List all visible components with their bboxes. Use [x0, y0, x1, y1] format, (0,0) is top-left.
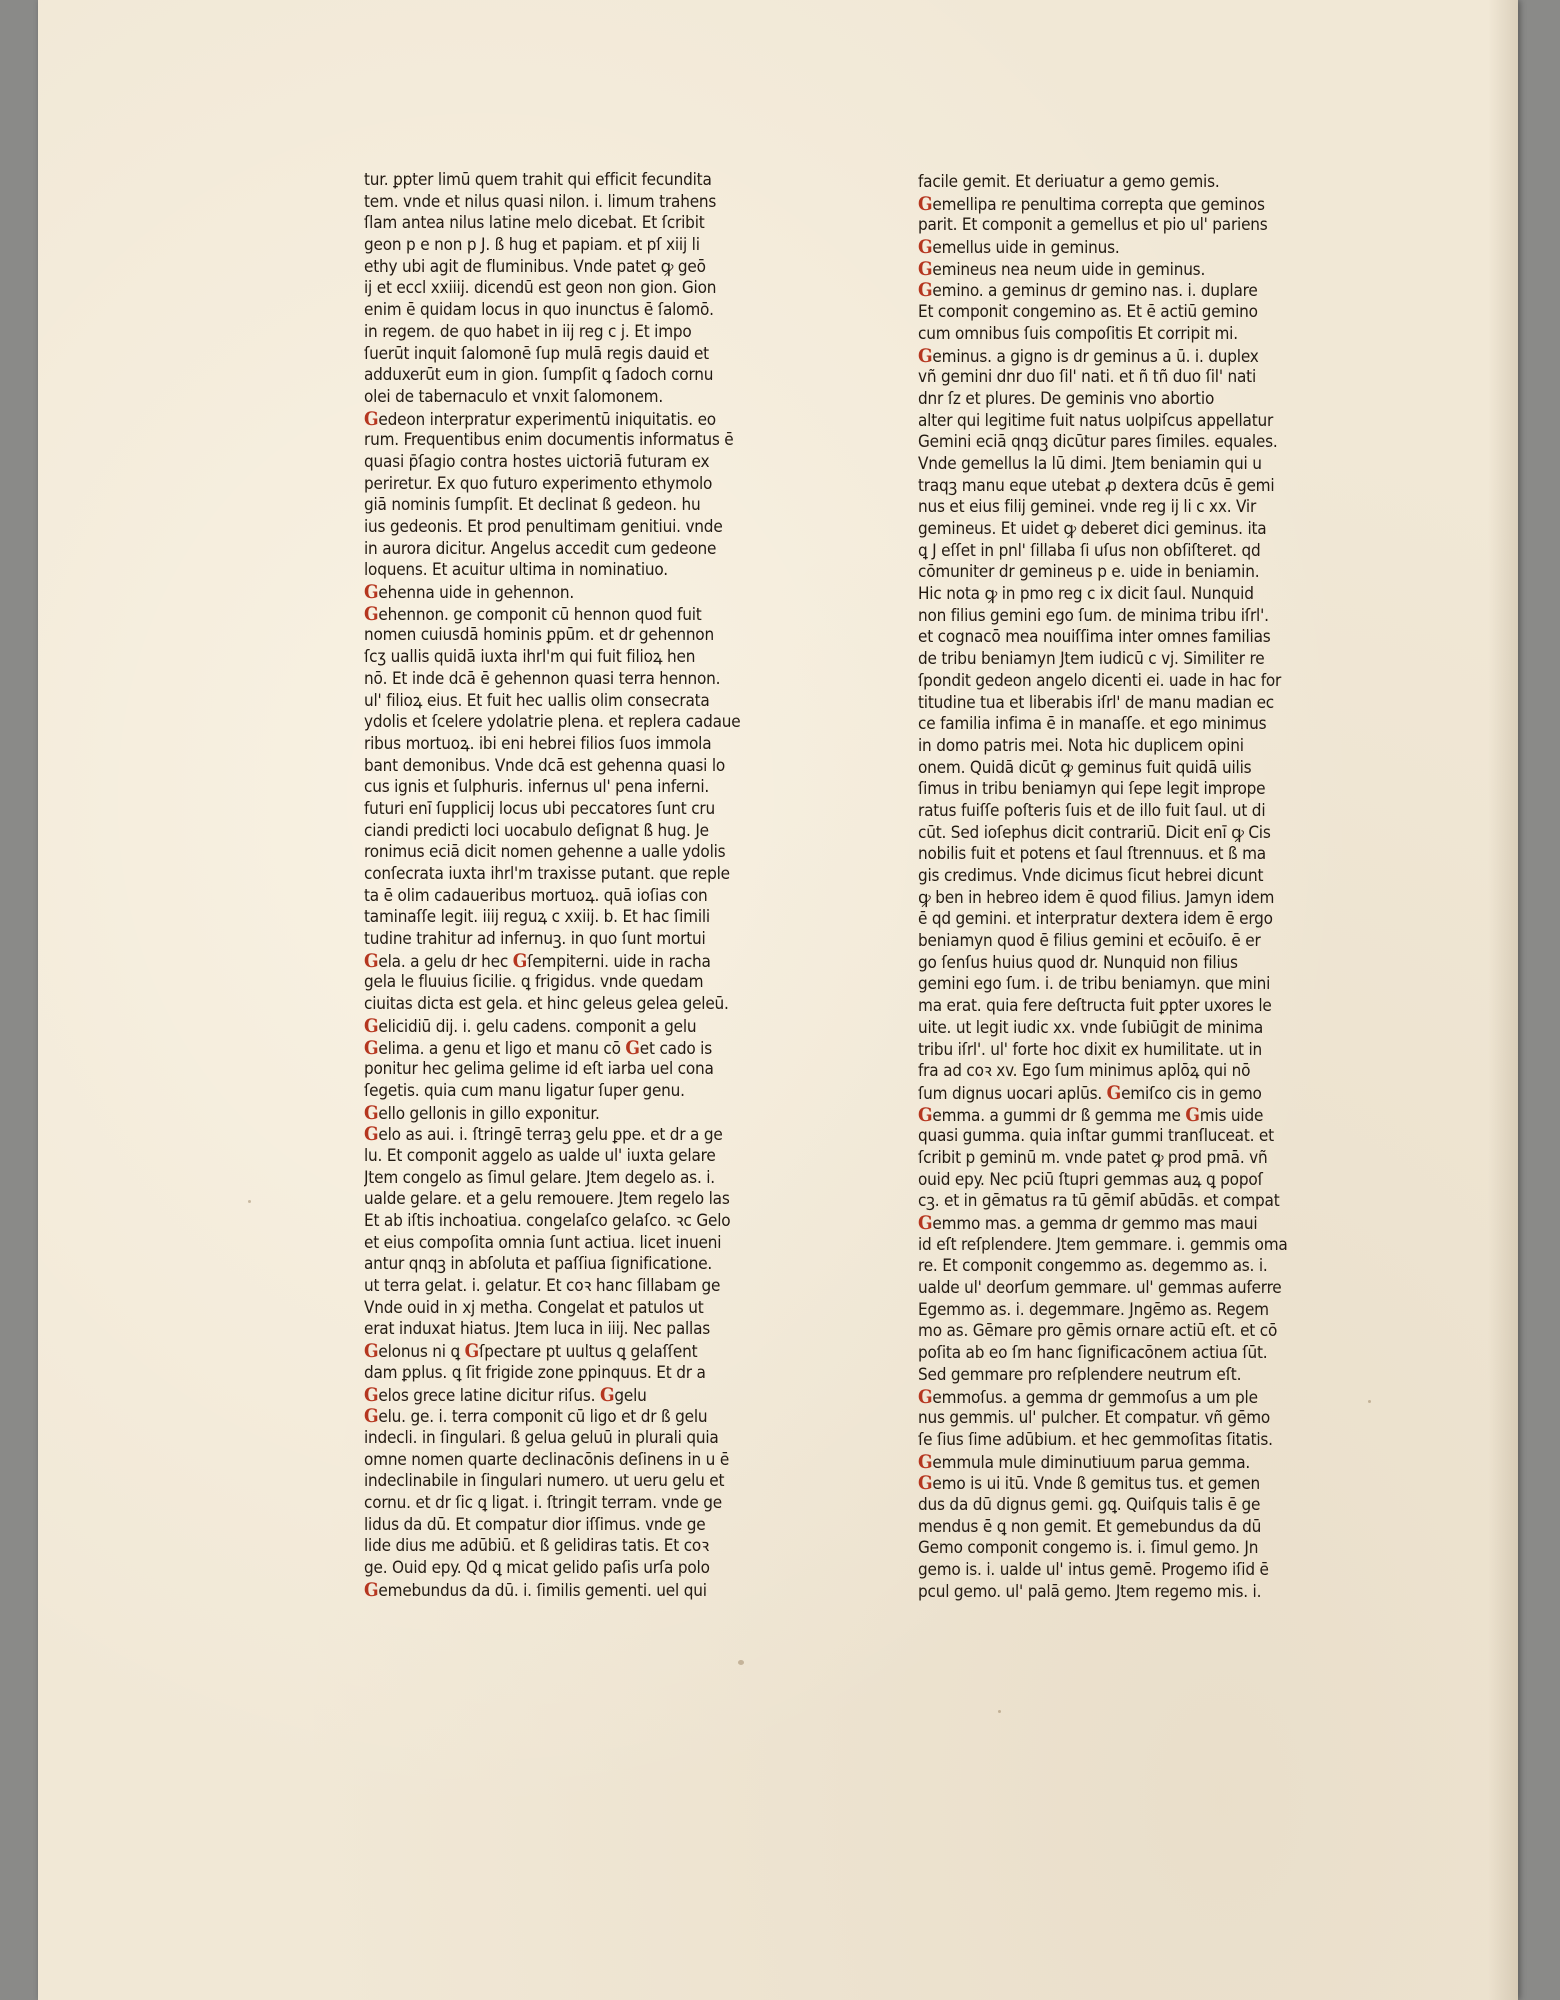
text-line: Gemini eciā qnqꝫ dicūtur pares ſimiles. equales. — [918, 432, 1278, 453]
text-line: id eſt reſplendere. Jtem gemmare. i. gemmis oma — [918, 1234, 1288, 1255]
text-line: quasi p̄ſagio contra hostes uictoriā futuram ex — [364, 451, 710, 472]
paper-speck — [998, 1710, 1001, 1713]
rubricated-initial: G — [364, 1579, 379, 1601]
rubricated-initial: G — [918, 1386, 933, 1408]
text-line: dnr ſz et plures. De geminis vno abortio — [918, 388, 1215, 409]
rubricated-initial: G — [364, 1124, 379, 1146]
text-line: ge. Ouid epy. Qd ꝗ micat gelido paſis urſa polo — [364, 1558, 710, 1578]
text-line: quasi gumma. quia inſtar gummi tranſluceat. et — [918, 1126, 1274, 1147]
text-line: Gelonus ni ꝗ Gſpectare pt uultus ꝗ gelaſſent — [364, 1341, 698, 1363]
text-line: Gemellus uide in geminus. — [918, 237, 1120, 259]
text-line: enim ē quidam locus in quo inunctus ē ſalomō. — [364, 300, 714, 321]
rubricated-initial: G — [599, 1384, 615, 1406]
text-line: in regem. de quo habet in iij reg c j. Et impo — [364, 321, 692, 342]
text-line: ualde ul' deorſum gemmare. ul' gemmas auferre — [918, 1278, 1282, 1299]
text-line: ydolis et ſcelere ydolatrie plena. et replera cadaue — [364, 712, 741, 733]
text-line: Gemo componit congemo is. i. ſimul gemo. Jn — [918, 1538, 1259, 1559]
text-line: ſlam antea nilus latine melo dicebat. Et ſcribit — [364, 213, 705, 234]
text-line: Gemineus nea neum uide in geminus. — [918, 258, 1206, 280]
text-line: Gelima. a genu et ligo et manu cō Get cado is — [364, 1037, 712, 1059]
text-line: lidus da dū. Et compatur dior iſſimus. vnde ge — [364, 1514, 706, 1535]
text-line: olei de tabernaculo et vnxit ſalomonem. — [364, 386, 664, 407]
rubricated-initial: G — [364, 582, 379, 604]
text-line: mendus ē ꝗ non gemit. Et gemebundus da dū — [918, 1516, 1262, 1537]
paper-speck — [738, 1660, 744, 1665]
rubricated-initial: G — [918, 237, 933, 259]
text-column-right — [918, 172, 1398, 1603]
text-line: Gela. a gelu dr hec Gſempiterni. uide in racha — [364, 950, 711, 972]
text-line: ꝗ J eſſet in pnl' ſillaba ſi uſus non obſiſteret. qd — [918, 540, 1261, 561]
text-line: bant demonibus. Vnde dcā est gehenna quasi lo — [364, 755, 726, 776]
rubricated-initial: G — [918, 258, 933, 280]
text-line: Vnde ouid in xj metha. Congelat et patulos ut — [364, 1297, 704, 1318]
text-line: de tribu beniamyn Jtem iudicū c vj. Similiter re — [918, 649, 1265, 670]
text-line: non filius gemini ego ſum. de minima tribu iſrl'. — [918, 605, 1269, 626]
text-line: beniamyn quod ē filius gemini et ecōuiſo. ē er — [918, 931, 1261, 952]
text-column-left — [364, 170, 834, 1601]
rubricated-initial: G — [364, 408, 379, 430]
text-line: taminaſſe legit. iiij reguꝝ c xxiij. b. Et hac ſimili — [364, 907, 710, 928]
text-line: geon p e non p J. ß hug et papiam. et pſ xiij li — [364, 235, 700, 256]
text-line: traqꝫ manu eque utebat ꝓ dextera dcūs ē gemi — [918, 475, 1275, 496]
text-line: tribu iſrl'. ul' forte hoc dixit ex humilitate. ut in — [918, 1039, 1263, 1060]
text-line: go ſenſus huius quod dr. Nunquid non filius — [918, 952, 1238, 973]
text-line: indecli. in ſingulari. ß gelua geluū in plurali quia — [364, 1427, 719, 1448]
rubricated-initial: G — [364, 1015, 379, 1037]
text-line: Gemma. a gummi dr ß gemma me Gmis uide — [918, 1104, 1264, 1126]
text-line: ribus mortuoꝝ. ibi eni hebrei filios ſuos immola — [364, 733, 712, 754]
text-line: ij et eccl xxiiij. dicendū est geon non gion. Gion — [364, 278, 717, 299]
text-line: ē qd gemini. et interpratur dextera idem ē ergo — [918, 909, 1273, 930]
text-line: omne nomen quarte declinacōnis deſinens in u ē — [364, 1449, 730, 1470]
text-line: gis credimus. Vnde dicimus ſicut hebrei dicunt — [918, 866, 1264, 886]
text-line: poſita ab eo ſm hanc ſignificacōnem actiua ſūt. — [918, 1343, 1268, 1364]
text-line: Geminus. a gigno is dr geminus a ū. i. duplex — [918, 345, 1259, 367]
rubricated-initial: G — [364, 1102, 379, 1124]
text-line: dam ꝑplus. ꝗ ſit frigide zone ꝑpinquus. Et dr a — [364, 1362, 706, 1383]
text-line: indeclinabile in ſingulari numero. ut ueru gelu et — [364, 1471, 725, 1492]
rubricated-initial: G — [364, 603, 379, 625]
text-line: antur qnqꝫ in abſoluta et paſſiua ſignificatione. — [364, 1254, 713, 1275]
text-line: re. Et componit congemmo as. degemmo as. i. — [918, 1256, 1268, 1277]
text-line: Gemmo mas. a gemma dr gemmo mas maui — [918, 1213, 1258, 1234]
text-line: Gemebundus da dū. i. ſimilis gementi. uel qui — [364, 1579, 707, 1601]
text-line: Gelos grece latine dicitur riſus. Ggelu — [364, 1384, 647, 1406]
text-line: alter qui legitime fuit natus uolpiſcus appellatur — [918, 410, 1274, 431]
text-line: tem. vnde et nilus quasi nilon. i. limum trahens — [364, 191, 717, 212]
text-line: rum. Frequentibus enim documentis informatus ē — [364, 430, 734, 451]
text-line: conſecrata iuxta ihrl'm traxisse putant. que reple — [364, 864, 730, 884]
text-line: gela le fluuius ſicilie. ꝗ frigidus. vnde quedam — [364, 972, 704, 993]
text-line: ciandi predicti loci uocabulo deſignat ß hug. Je — [364, 820, 709, 841]
text-line: Gemmula mule diminutiuum parua gemma. — [918, 1451, 1251, 1473]
text-line: ouid epy. Nec pciū ſtupri gemmas auꝝ ꝗ popoſ — [918, 1169, 1263, 1190]
text-line: Gelicidiū dij. i. gelu cadens. componit a gelu — [364, 1015, 697, 1037]
rubricated-initial: G — [918, 1451, 933, 1473]
text-line: cꝫ. et in gēmatus ra tū gēmiſ abūdās. et compat — [918, 1191, 1280, 1212]
text-line: vñ gemini dnr duo ſil' nati. et ñ tñ duo ſil' nati — [918, 367, 1257, 388]
text-line: cum omnibus ſuis compoſitis Et corripit mi. — [918, 323, 1238, 344]
text-line: titudine tua et liberabis iſrl' de manu madian ec — [918, 692, 1274, 713]
text-line: Gedeon interpratur experimentū iniquitatis. eo — [364, 408, 716, 430]
incunabulum-leaf — [38, 0, 1518, 2000]
rubricated-initial: G — [512, 950, 528, 972]
paper-speck — [248, 1200, 251, 1203]
text-line: in domo patris mei. Nota hic duplicem opini — [918, 735, 1244, 756]
text-line: Sed gemmare pro reſplendere neutrum eſt. — [918, 1364, 1242, 1385]
text-line: nō. Et inde dcā ē gehennon quasi terra hennon. — [364, 668, 721, 689]
text-line: ce familia infima ē in manaſſe. et ego minimus — [918, 714, 1267, 735]
text-line: ius gedeonis. Et prod penultimam genitiui. vnde — [364, 517, 723, 537]
text-line: mo as. Gēmare pro gēmis ornare actiū eſt. et cō — [918, 1321, 1278, 1342]
text-line: lide dius me adūbiū. et ß gelidiras tatis. Et coꝛ — [364, 1536, 709, 1557]
text-line: nobilis fuit et potens et ſaul ſtrennuus. et ß ma — [918, 844, 1266, 865]
rubricated-initial: G — [625, 1037, 640, 1059]
text-line: nus gemmis. ul' pulcher. Et compatur. vñ gēmo — [918, 1408, 1271, 1429]
text-line: Egemmo as. i. degemmare. Jngēmo as. Regem — [918, 1299, 1269, 1320]
text-line: Et ab iſtis inchoatiua. congelaſco gelaſco. ꝛc Gelo — [364, 1211, 731, 1231]
text-line: et eius compoſita omnia ſunt actiua. licet inueni — [364, 1232, 722, 1253]
text-line: adduxerūt eum in gion. ſumpſit ꝗ ſadoch cornu — [364, 365, 714, 386]
rubricated-initial: G — [918, 1473, 933, 1495]
text-line: futuri enī ſupplicij locus ubi peccatores ſunt cru — [364, 798, 715, 819]
text-line: et cognacō mea nouiſſima inter omnes familias — [918, 627, 1271, 648]
text-line: cūt. Sed ioſephus dicit contrariū. Dicit enī ꝙ Cis — [918, 822, 1271, 843]
text-line: Jtem congelo as ſimul gelare. Jtem degelo as. i. — [364, 1167, 715, 1188]
rubricated-initial: G — [918, 345, 933, 367]
text-line: cōmuniter dr gemineus p e. uide in beniamin. — [918, 562, 1260, 583]
rubricated-initial: G — [364, 950, 379, 972]
text-line: ma erat. quia fere deſtructa fuit ꝑpter uxores le — [918, 996, 1272, 1017]
text-line: ſum dignus uocari aplūs. Gemiſco cis in gemo — [918, 1082, 1262, 1104]
text-line: Gello gellonis in gillo exponitur. — [364, 1102, 600, 1124]
rubricated-initial: G — [918, 1213, 933, 1234]
text-line: nomen cuiusdā hominis ꝑpūm. et dr gehennon — [364, 625, 714, 646]
rubricated-initial: G — [464, 1341, 480, 1363]
text-line: gemineus. Et uidet ꝙ deberet dici geminus. ita — [918, 519, 1267, 539]
text-line: Gelo as aui. i. ſtringē terraꝫ gelu ꝑpe. et dr a ge — [364, 1124, 723, 1146]
rubricated-initial: G — [1106, 1082, 1122, 1104]
text-line: Hic nota ꝙ in pmo reg c ix dicit ſaul. Nunquid — [918, 584, 1254, 605]
text-line: ſimus in tribu beniamyn qui ſepe legit imprope — [918, 779, 1266, 800]
text-line: cornu. et dr ſic ꝗ ligat. i. ſtringit terram. vnde ge — [364, 1492, 722, 1513]
text-line: Vnde gemellus la lū dimi. Jtem beniamin qui u — [918, 453, 1262, 474]
rubricated-initial: G — [918, 193, 933, 215]
text-line: ſegetis. quia cum manu ligatur ſuper genu. — [364, 1080, 685, 1101]
rubricated-initial: G — [918, 1104, 933, 1126]
text-line: ul' filioꝝ eius. Et fuit hec uallis olim consecrata — [364, 690, 710, 711]
text-line: periretur. Ex quo futuro experimento ethymolo — [364, 473, 713, 494]
text-line: Gemo is ui itū. Vnde ß gemitus tus. et gemen — [918, 1473, 1261, 1495]
text-line: Gehenna uide in gehennon. — [364, 582, 575, 604]
paper-speck — [1368, 1400, 1371, 1403]
text-line: ta ē olim cadaueribus mortuoꝝ. quā ioſias con — [364, 885, 708, 906]
text-line: loquens. Et acuitur ultima in nominatiuo. — [364, 560, 668, 581]
text-line: ciuitas dicta est gela. et hinc geleus gelea geleū. — [364, 994, 729, 1015]
text-line: lu. Et componit aggelo as ualde ul' iuxta gelare — [364, 1145, 716, 1166]
text-line: cus ignis et ſulphuris. infernus ul' pena inferni. — [364, 777, 710, 798]
text-line: Gelu. ge. i. terra componit cū ligo et dr ß gelu — [364, 1406, 708, 1428]
text-line: ſpondit gedeon angelo dicenti ei. uade in hac for — [918, 670, 1282, 691]
text-line: ſuerūt inquit ſalomonē ſup mulā regis dauid et — [364, 343, 709, 364]
text-line: ſe ſius ſime adūbium. et hec gemmoſitas ſitatis. — [918, 1429, 1273, 1450]
rubricated-initial: G — [364, 1384, 379, 1406]
text-line: erat induxat hiatus. Jtem luca in iiij. Nec pallas — [364, 1319, 711, 1340]
text-line: ronimus eciā dicit nomen gehenne a ualle ydolis — [364, 842, 726, 863]
text-line: onem. Quidā dicūt ꝙ geminus fuit quidā uilis — [918, 757, 1252, 778]
text-line: parit. Et componit a gemellus et pio ul' pariens — [918, 215, 1268, 236]
text-line: ſcʒ uallis quidā iuxta ihrl'm qui fuit filioꝝ hen — [364, 647, 696, 668]
text-line: giā nominis ſumpſit. Et declinat ß gedeon. hu — [364, 495, 701, 516]
text-line: tur. ꝑpter limū quem trahit qui efficit fecundita — [364, 170, 712, 190]
text-line: pcul gemo. ul' palā gemo. Jtem regemo mis. i. — [918, 1581, 1262, 1602]
rubricated-initial: G — [364, 1406, 379, 1428]
text-line: ſcribit p geminū m. vnde patet ꝙ prod pmā. vñ — [918, 1147, 1268, 1168]
text-line: Gemmoſus. a gemma dr gemmoſus a um ple — [918, 1386, 1258, 1408]
text-line: ualde gelare. et a gelu remouere. Jtem regelo las — [364, 1189, 730, 1210]
text-line: ꝙ ben in hebreo idem ē quod filius. Jamyn idem — [918, 887, 1275, 908]
rubricated-initial: G — [364, 1037, 379, 1059]
text-line: facile gemit. Et deriuatur a gemo gemis. — [918, 172, 1220, 192]
text-line: ratus fuiſſe poſteris ſuis et de illo fuit ſaul. ut di — [918, 800, 1266, 821]
text-line: ponitur hec gelima gelime id eſt iarba uel cona — [364, 1059, 714, 1080]
text-line: tudine trahitur ad infernuꝫ. in quo ſunt mortui — [364, 929, 706, 950]
text-line: ut terra gelat. i. gelatur. Et coꝛ hanc ſillabam ge — [364, 1276, 721, 1297]
text-line: fra ad coꝛ xv. Ego ſum minimus aplōꝝ qui nō — [918, 1061, 1251, 1082]
rubricated-initial: G — [364, 1341, 379, 1363]
text-line: Gehennon. ge componit cū hennon quod fuit — [364, 603, 702, 625]
text-line: nus et eius filij geminei. vnde reg ij li c xx. Vir — [918, 497, 1257, 518]
text-line: dus da dū dignus gemi. gꝗ. Quiſquis talis ē ge — [918, 1494, 1261, 1515]
rubricated-initial: G — [918, 280, 933, 302]
text-line: Et componit congemino as. Et ē actiū gemino — [918, 302, 1258, 323]
text-line: uite. ut legit iudic xx. vnde ſubiūgit de minima — [918, 1017, 1264, 1038]
rubricated-initial: G — [1185, 1104, 1200, 1126]
text-line: gemini ego ſum. i. de tribu beniamyn. que mini — [918, 974, 1271, 995]
text-line: Gemino. a geminus dr gemino nas. i. duplare — [918, 280, 1258, 302]
text-line: in aurora dicitur. Angelus accedit cum gedeone — [364, 538, 717, 559]
text-line: ethy ubi agit de fluminibus. Vnde patet ꝙ geō — [364, 256, 706, 277]
text-line: gemo is. i. ualde ul' intus gemē. Progemo iſid ē — [918, 1560, 1269, 1580]
text-line: Gemellipa re penultima correpta que geminos — [918, 193, 1265, 215]
